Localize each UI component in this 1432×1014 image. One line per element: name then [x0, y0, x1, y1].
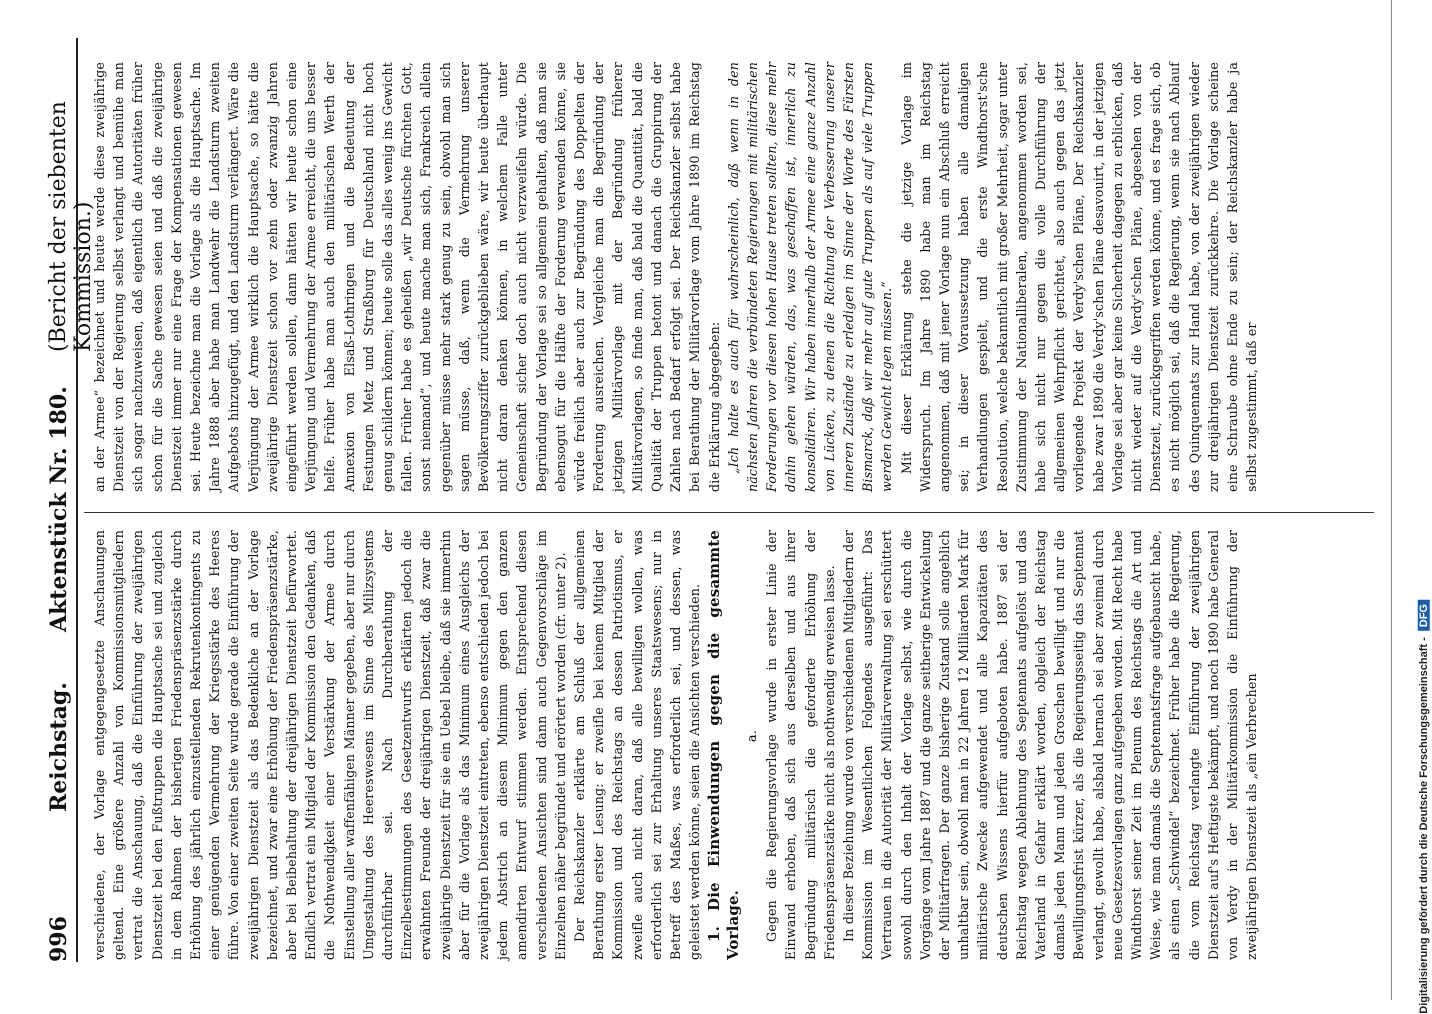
page-header	[40, 38, 96, 962]
right-column	[90, 62, 1261, 492]
column-divider	[84, 512, 1374, 513]
paragraph: an der Armee“ bezeichnet und heute werde diese zweijährige Dienstzeit von der Regierung selbst verlangt und bemühe man sich sogar nachzuweisen, daß eigentlich die Autoritäten früher schon für die Sache gewesen seien und daß die zweijährige Dienstzeit immer nur eine Frage der Kompensationen gewesen sei. Heute bezeichne man die Vorlage als die Hauptsache. Im Jahre 1888 aber habe man Landwehr die Landsturm zweiten Aufgebots hinzugefügt, und den Landsturm verlängert. Wäre die Verjüngung der Armee wirklich die Hauptsache, so hätte die zweijährige Dienstzeit schon vor zehn oder zwanzig Jahren eingeführt werden sollen, dann hätten wir heute schon eine Verjüngung und Vermehrung der Armee erreicht, die uns besser helfe. Früher habe man auch den militärischen Werth der Annexion von Elsaß-Lothringen und die Bedeutung der Festungen Metz und Straßburg für Deutschland nicht hoch genug schildern können; heute solle das alles wenig ins Gewicht fallen. Früher habe es geheißen „wir Deutsche fürchten Gott, sonst niemand“, und heute mache man sich, Frankreich allein gegenüber müsse mehr stark genug zu sein, obwohl man sich sagen müsse, daß, wenn die Vermehrung unserer Bevölkerungsziffer zurückgeblieben wäre, wir heute überhaupt nicht daran denken können, in welchem Falle unter Gemeinschaft sicher doch auch nicht verzweifeln würde. Die Begründung der Vorlage sei so allgemein gehalten, daß man sie ebensogut für die Hälfte der Forderung verwenden könne, sie würde freilich aber auch zur Begründung des Doppelten der Forderung ausreichen. Vergleiche man die Begründung der jetzigen Militärvorlage mit der Begründung früherer Militärvorlagen, so finde man, daß bald die Quantität, bald die Qualität der Truppen betont und danach die Gruppirung der Zahlen nach Bedarf erfolgt sei. Der Reichskanzler selbst habe bei Berathung der Militärvorlage vom Jahre 1890 im Reichstag die Erklärung abgegeben:	[92, 62, 722, 492]
subsection-label: a.	[744, 729, 760, 743]
block-quote: „Ich halte es auch für wahrscheinlich, daß wenn in den nächsten Jahren die verbündeten Regierungen mit militärischen Forderungen vor diesen hohen Hause treten sollten, diese mehr dahin gehen würden, das, was geschaffen ist, innerlich zu konsolidiren. Wir haben innerhalb der Armee eine ganze Anzahl von Lücken, zu denen die Richtung der Verbesserung unserer inneren Zustände zu erledigen im Sinne der Worte des Fürsten Bismarck, daß wir mehr auf gute Truppen als auf viele Truppen werden Gewicht legen müssen.“	[725, 62, 895, 492]
digitization-credit	[1418, 600, 1430, 1014]
left-column	[90, 530, 1261, 960]
document-title: Aktenstück Nr. 180.	[46, 386, 72, 632]
dfg-logo: DFG	[1418, 600, 1430, 631]
paragraph: Mit dieser Erklärung stehe die jetzige Vorlage im Widerspruch. Im Jahre 1890 habe man im Reichstag angenommen, daß mit jener Vorlage nun ein Abschluß erreicht sei; in dieser Voraussetzung haben alle damaligen Verhandlungen gespielt, und die erste Windthorst'sche Resolution, welche bekanntlich mit großer Mehrheit, sogar unter Zustimmung der Nationalliberalen, angenommen worden sei, habe sich nicht nur gegen die volle Durchführung der allgemeinen Wehrpflicht gerichtet, also auch gegen das jetzt vorliegende Projekt der Verdy'schen Pläne, Der Reichskanzler habe zwar 1890 die Verdy'schen Pläne desavouirt, in der jetzigen Vorlage sei aber gar keine Sicherheit dagegen zu erblicken, daß nicht wieder auf die Verdy'schen Pläne, abgesehen von der Dienstzeit, zurückgegriffen werden könne, und es frage sich, ob es nicht möglich sei, daß die Regierung, wenn sie nach Ablauf des Quinquennats zur Hand habe, von der zweijährigen wieder zur dreijährigen Dienstzeit zurückkehre. Die Vorlage scheine eine Schraube ohne Ende zu sein; der Reichskanzler habe ja selbst zugestimmt, daß er	[898, 62, 1260, 492]
section-heading: 1. Die Einwendungen gegen die gesammte Vorlage.	[704, 530, 742, 960]
paragraph: verschiedene, der Vorlage entgegengesetzte Anschauungen geltend. Eine größere Anzahl von Kommissionsmitgliedern vertrat die Anschauung, daß die Einführung der zweijährigen Dienstzeit bei den Fußtruppen die Hauptsache sei und zugleich in dem Rahmen der bisherigen Friedenspräsenzstärke durch Erhöhung des jährlich einzustellenden Rekrutenkontingents zu einer genügenden Vermehrung der Kriegsstärke des Heeres führe. Von einer zweiten Seite wurde gerade die Einführung der zweijährigen Dienstzeit als das Bedenkliche an der Vorlage bezeichnet, und zwar eine Erhöhung der Friedenspräsenzstärke, aber bei Beibehaltung der dreijährigen Dienstzeit befürwortet. Endlich vertrat ein Mitglied der Kommission den Gedanken, daß die Nothwendigkeit einer Verstärkung der Armee durch Einstellung aller waffenfähigen Männer gegeben, aber nur durch Umgestaltung des Heereswesens im Sinne des Milizsystems durchführbar sei. Nach Durchberathung der Einzelbestimmungen des Gesetzentwurfs erklärten jedoch die erwähnten Freunde der dreijährigen Dienstzeit, daß zwar die zweijährige Dienstzeit für sie ein Uebel bleibe, daß sie immerhin aber für die Vorlage als das Minimum eines Ausgleichs der zweijährigen Dienstzeit eintreten, ebenso entschieden jedoch bei jedem Abstrich an diesem Minimum gegen den ganzen amendirten Entwurf stimmen werden. Entsprechend diesen verschiedenen Ansichten sind dann auch Gegenvorschläge im Einzelnen näher begründet und erörtert worden (cfr. unter 2).	[92, 530, 568, 960]
page-number: 996	[46, 916, 72, 962]
section-title: Reichstag.	[46, 682, 72, 812]
paragraph: Gegen die Regierungsvorlage wurde in erster Linie der Einwand erhoben, daß sich aus derselben und aus ihrer Begründung militärisch die geforderte Erhöhung der Friedenspräsenzstärke nicht als nothwendig erweisen lasse.	[764, 530, 837, 960]
paragraph: Der Reichskanzler erklärte am Schluß der allgemeinen Berathung erster Lesung: er zweifle bei keinem Mitglied der Kommission und des Reichstags an dessen Patriotismus, er zweifle auch nicht daran, daß alle bewilligen wollen, was erforderlich sei zur Erhaltung unseres Staatswesens; nur in Betreff des Maßes, was erforderlich sei, und dessen, was geleistet werden könne, seien die Ansichten verschieden.	[572, 530, 703, 960]
report-title: (Bericht der siebenten Kommission.)	[46, 101, 96, 352]
paragraph: In dieser Beziehung wurde von verschiedenen Mitgliedern der Kommission im Wesentlichen Folgendes ausgeführt: Das Vertrauen in die Autorität der Militärverwaltung sei erschüttert sowohl durch den Inhalt der Vorlage selbst, wie durch die Vorgänge vom Jahre 1887 und die ganze seitherige Entwickelung der Militärfragen. Der ganze bisherige Zustand solle angeblich unhaltbar sein, obwohl man in 22 Jahren 12 Milliarden Mark für militärische Zwecke aufgewendet und alle Kapazitäten des deutschen Wissens hierfür aufgeboten habe. 1887 sei der Reichstag wegen Ablehnung des Septennats aufgelöst und das Vaterland in Gefahr erklärt worden, obgleich der Reichstag damals jeden Mann und jeden Groschen bewilligt und nur die Bewilligungsfrist kürzer, als die Regierungsseitig das Septennat verlangt, gewollt habe, alsbald hernach sei aber zweimal durch neue Gesetzesvorlagen ganz aufgegeben worden. Mit Recht habe Windthorst seiner Zeit im Plenum des Reichstags die Art und Weise, wie man damals die Septennatsfrage aufgebauscht habe, als einen „Schwindel“ bezeichnet. Früher habe die Regierung, die vom Reichstag verlangte Einführung der zweijährigen Dienstzeit auf's Heftigste bekämpft, und noch 1890 habe General von Verdy in der Militärkommission die Einführung der zweijährigen Dienstzeit als „ein Verbrechen	[840, 530, 1260, 960]
credit-text: Digitalisierung gefördert durch die Deutsche Forschungsgemeinschaft -	[1418, 637, 1430, 1014]
